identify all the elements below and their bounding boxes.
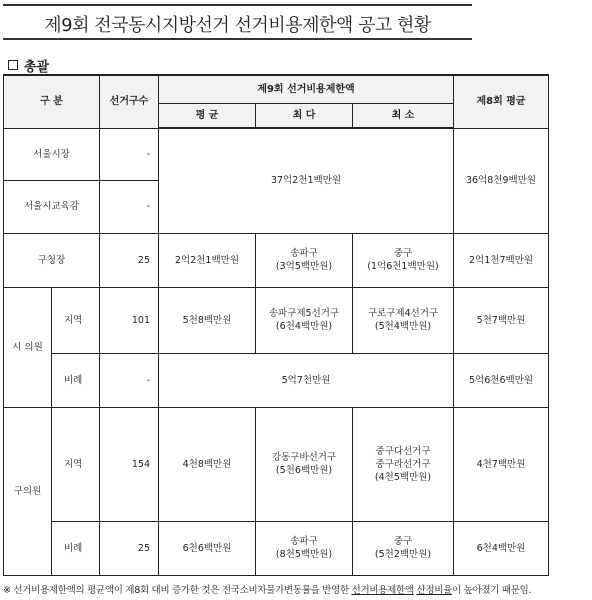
max-cell: 송파구 (3억5백만원): [256, 233, 353, 287]
eighth-avg-cell: 2억1천7백만원: [454, 233, 549, 287]
title-box: [3, 4, 472, 40]
header-avg: 평 균: [159, 103, 256, 128]
districts-cell: -: [100, 353, 159, 407]
sub-label: 비례: [52, 521, 100, 575]
group-label: 구의원: [4, 407, 52, 575]
min-cell: 중구 (5천2백만원): [353, 521, 454, 575]
header-category: 구 분: [4, 75, 100, 128]
min-cell: 중구 (1억6천1백만원): [353, 233, 454, 287]
square-bullet-icon: [8, 60, 18, 70]
spending-limit-table: [3, 74, 549, 576]
districts-cell: -: [100, 180, 159, 233]
table-row: [4, 521, 549, 575]
districts-cell: 25: [100, 521, 159, 575]
districts-cell: 154: [100, 407, 159, 521]
districts-cell: -: [100, 128, 159, 180]
eighth-avg-cell: 5천7백만원: [454, 287, 549, 353]
avg-cell: 6천6백만원: [159, 521, 256, 575]
districts-cell: 101: [100, 287, 159, 353]
avg-cell: 4천8백만원: [159, 407, 256, 521]
max-cell: 강동구바선거구 (5천6백만원): [256, 407, 353, 521]
min-cell: 구로구제4선거구 (5천4백만원): [353, 287, 454, 353]
table-row: [4, 287, 549, 353]
eighth-avg-cell: 5억6천6백만원: [454, 353, 549, 407]
footnote: ※ 선거비용제한액의 평균액이 제8회 대비 증가한 것은 전국소비자물가변동률을 반영한 선거비용제한액 산정비율이 높아졌기 때문임.: [3, 585, 532, 596]
min-cell: 중구다선거구 중구라선거구 (4천5백만원): [353, 407, 454, 521]
avg-cell: 5천8백만원: [159, 287, 256, 353]
eighth-avg-cell: 36억8천9백만원: [454, 128, 549, 233]
section-heading: [8, 56, 49, 75]
row-label: 구청장: [4, 233, 100, 287]
header-districts: 선거구수: [100, 75, 159, 128]
table-row: [4, 353, 549, 407]
section-label: 총괄: [24, 60, 50, 75]
sub-label: 지역: [52, 407, 100, 521]
header-min: 최 소: [353, 103, 454, 128]
districts-cell: 25: [100, 233, 159, 287]
group-label: 시 의원: [4, 287, 52, 407]
max-cell: 송파구 (8천5백만원): [256, 521, 353, 575]
avg-cell: 2억2천1백만원: [159, 233, 256, 287]
max-cell: 송파구제5선거구 (6천4백만원): [256, 287, 353, 353]
header-ninth: 제9회 선거비용제한액: [159, 75, 454, 103]
table-row: [4, 407, 549, 521]
eighth-avg-cell: 6천4백만원: [454, 521, 549, 575]
header-eighth-avg: 제8회 평균: [454, 75, 549, 128]
merged-avg-cell: 37억2천1백만원: [159, 128, 454, 233]
table-row: [4, 233, 549, 287]
header-max: 최 다: [256, 103, 353, 128]
sub-label: 지역: [52, 287, 100, 353]
table-row: [4, 128, 549, 180]
row-label: 서울시교육감: [4, 180, 100, 233]
page-title: 제9회 전국동시지방선거 선거비용제한액 공고 현황: [44, 15, 431, 36]
row-label: 서울시장: [4, 128, 100, 180]
sub-label: 비례: [52, 353, 100, 407]
merged-avg-cell: 5억7천만원: [159, 353, 454, 407]
eighth-avg-cell: 4천7백만원: [454, 407, 549, 521]
